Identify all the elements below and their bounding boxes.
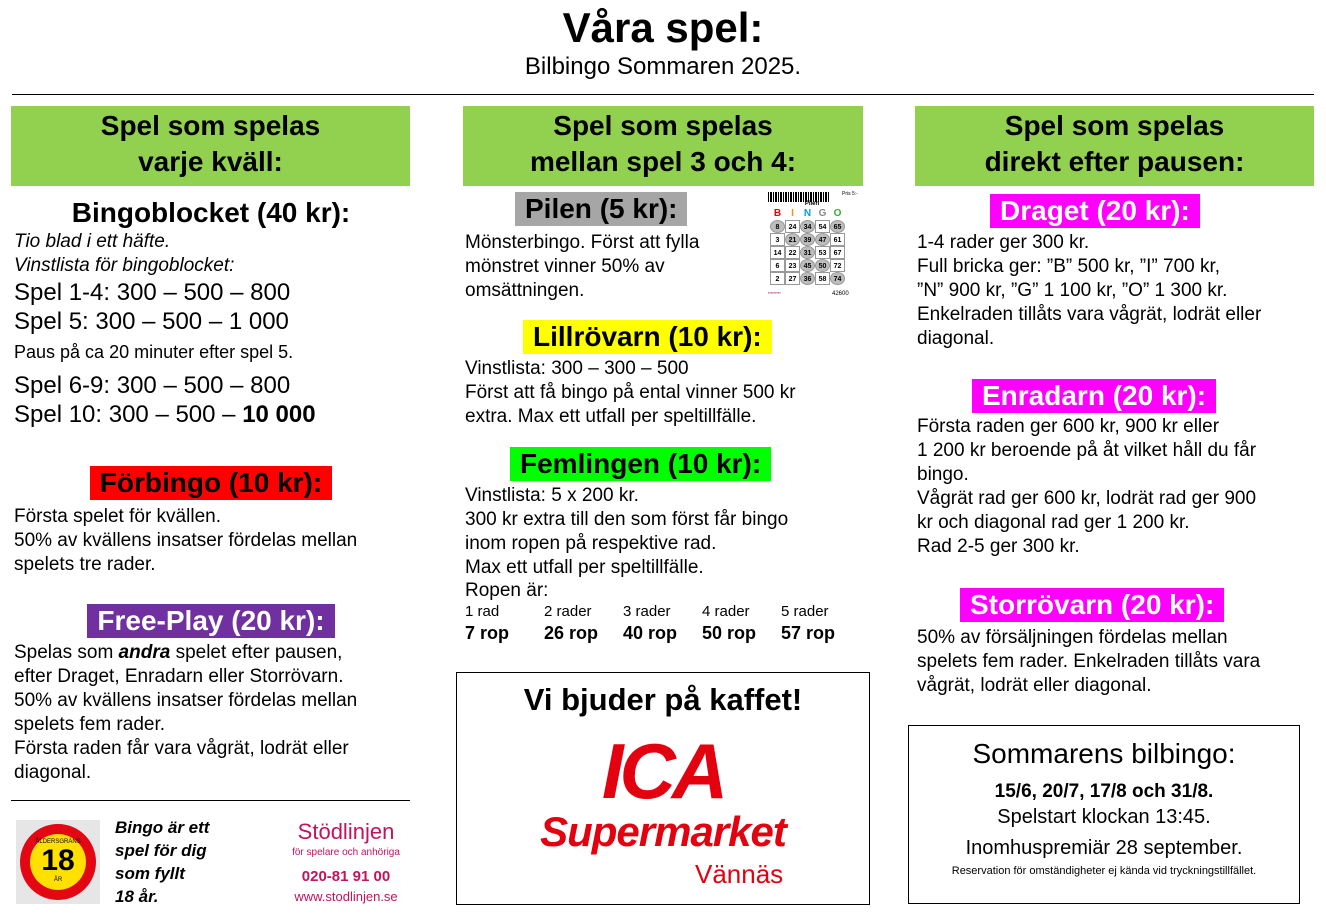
card-letter: I xyxy=(791,208,794,219)
summer-start: Spelstart klockan 13:45. xyxy=(997,806,1211,828)
bingoblocket-spel5: Spel 5: 300 – 500 – 1 000 xyxy=(14,308,289,335)
pilen-card-cell: 21 xyxy=(785,233,800,246)
forbingo-body xyxy=(14,505,410,577)
freeplay-line: Första raden får vara vågrät, lodrät eller xyxy=(14,738,349,759)
pilen-card-cell: 74 xyxy=(830,272,845,285)
forbingo-header xyxy=(11,466,411,500)
freeplay-line: diagonal. xyxy=(14,762,92,783)
column-2-heading xyxy=(463,106,863,186)
freeplay-line xyxy=(14,641,410,665)
storrovarn-header xyxy=(960,588,1224,622)
rop-value: 7 rop xyxy=(465,623,510,643)
card-letter: G xyxy=(818,208,827,219)
rop-value: 57 rop xyxy=(781,623,836,643)
pilen-card-cell: 61 xyxy=(830,233,845,246)
stodlinjen-web: www.stodlinjen.se xyxy=(294,889,398,904)
pilen-title: Pilen (5 kr): xyxy=(515,192,687,226)
rop-value: 26 rop xyxy=(544,623,599,643)
column-1-heading-line2: varje kväll: xyxy=(138,146,283,177)
summer-dates-box xyxy=(908,725,1300,904)
pilen-card-cell: 3 xyxy=(770,233,785,246)
pilen-card-cell: 14 xyxy=(770,246,785,259)
pilen-card-price: Pris 5:- xyxy=(842,191,858,197)
pilen-card-cell: 45 xyxy=(800,259,815,272)
card-letter: N xyxy=(803,208,812,219)
freeplay-line1-a: Spelas som xyxy=(14,642,119,663)
draget-body xyxy=(917,231,1313,351)
summer-premiar: Inomhuspremiär 28 september. xyxy=(965,837,1243,859)
forbingo-line: Första spelet för kvällen. xyxy=(14,506,221,527)
freeplay-line1-c: spelet efter pausen, xyxy=(170,642,343,663)
freeplay-header xyxy=(11,604,411,638)
rader-label: 2 rader xyxy=(544,603,592,620)
pilen-header xyxy=(515,192,687,226)
age-text-line: Bingo är ett xyxy=(115,818,210,837)
bingoblocket-paus: Paus på ca 20 minuter efter spel 5. xyxy=(14,342,294,362)
lillrovarn-title: Lillrövarn (10 kr): xyxy=(523,320,772,354)
freeplay-line1-emph: andra xyxy=(118,642,171,663)
femlingen-body xyxy=(465,484,861,644)
pilen-card-cell: 67 xyxy=(830,246,845,259)
page-subtitle: Bilbingo Sommaren 2025. xyxy=(524,53,802,80)
enradarn-header xyxy=(972,379,1216,413)
storrovarn-body xyxy=(917,626,1313,698)
age-badge-number: 18 xyxy=(41,844,75,877)
age-limit-icon xyxy=(16,820,100,904)
rop-value: 50 rop xyxy=(702,623,757,643)
card-letter: O xyxy=(833,208,842,219)
forbingo-line: spelets tre rader. xyxy=(14,554,156,575)
pilen-card-row xyxy=(770,233,845,246)
femlingen-line: Vinstlista: 5 x 200 kr. xyxy=(465,485,639,506)
enradarn-line: 1 200 kr beroende på åt vilket håll du får xyxy=(917,440,1257,461)
femlingen-rader-row xyxy=(465,602,861,622)
column-2-heading-line2: mellan spel 3 och 4: xyxy=(529,146,797,177)
header-divider xyxy=(12,94,1314,95)
card-letter: B xyxy=(773,208,782,219)
pilen-card-cell: 65 xyxy=(830,220,845,233)
pilen-card-cell: 39 xyxy=(800,233,815,246)
pilen-card-cell: 54 xyxy=(815,220,830,233)
column-1-heading-line1: Spel som spelas xyxy=(100,110,321,141)
pilen-card-number: 42600 xyxy=(832,291,849,297)
pilen-card-cell: 27 xyxy=(785,272,800,285)
stodlinjen-logo xyxy=(280,818,412,906)
femlingen-title: Femlingen (10 kr): xyxy=(510,447,771,481)
stodlinjen-phone: 020-81 91 00 xyxy=(301,868,391,885)
ica-town-text: Vännäs xyxy=(695,859,784,889)
pilen-line: mönstret vinner 50% av xyxy=(465,256,665,277)
enradarn-line: bingo. xyxy=(917,464,969,485)
forbingo-title: Förbingo (10 kr): xyxy=(90,466,332,500)
bingoblocket-line1: Tio blad i ett häfte. xyxy=(14,231,171,252)
enradarn-line: Första raden ger 600 kr, 900 kr eller xyxy=(917,416,1220,437)
pilen-card-cell: 8 xyxy=(770,220,785,233)
bingoblocket-title: Bingoblocket (40 kr): xyxy=(71,197,351,228)
femlingen-line: Ropen är: xyxy=(465,580,549,601)
lillrovarn-header xyxy=(523,320,772,354)
pilen-card-cell: 22 xyxy=(785,246,800,259)
lillrovarn-body xyxy=(465,357,861,429)
pilen-card-image: Pris 5:- Pilen B I N G O 8 24 34 54 65 3 21 39 47 61 14 22 31 53 67 6 23 45 50 72 2 27 36 58 74 ▪▪▪▪▪▪▪▪▪ 42600 xyxy=(762,190,862,302)
coffee-text: Vi bjuder på kaffet! xyxy=(523,682,803,717)
column-3-heading-line1: Spel som spelas xyxy=(1004,110,1225,141)
pilen-card-cell: 72 xyxy=(830,259,845,272)
pilen-card-cell: 53 xyxy=(815,246,830,259)
freeplay-line: 50% av kvällens insatser fördelas mellan xyxy=(14,690,358,711)
coffee-box xyxy=(456,672,870,905)
pilen-card-letters xyxy=(770,208,845,219)
freeplay-line: spelets fem rader. xyxy=(14,714,166,735)
storrovarn-line: spelets fem rader. Enkelraden tillåts vara xyxy=(917,651,1261,672)
pilen-body xyxy=(465,231,755,303)
bingoblocket-section xyxy=(11,196,411,230)
stodlinjen-tagline: för spelare och anhöriga xyxy=(292,847,400,858)
rader-label: 1 rad xyxy=(465,603,500,620)
column-1-heading xyxy=(11,106,410,186)
storrovarn-line: 50% av försäljningen fördelas mellan xyxy=(917,627,1228,648)
pilen-card-cell: 34 xyxy=(800,220,815,233)
pilen-card-cell: 23 xyxy=(785,259,800,272)
pilen-card-row xyxy=(770,259,845,272)
rader-label: 3 rader xyxy=(623,603,671,620)
lillrovarn-line: Vinstlista: 300 – 300 – 500 xyxy=(465,358,689,379)
pilen-card-cell: 50 xyxy=(815,259,830,272)
rader-label: 4 rader xyxy=(702,603,750,620)
rader-label: 5 rader xyxy=(781,603,829,620)
pilen-card-cell: 24 xyxy=(785,220,800,233)
draget-line: 1-4 rader ger 300 kr. xyxy=(917,232,1090,253)
pilen-card-cell: 36 xyxy=(800,272,815,285)
column-3-heading-line2: direkt efter pausen: xyxy=(984,146,1245,177)
pilen-card-row xyxy=(770,272,845,285)
femlingen-header xyxy=(510,447,771,481)
column-3-heading xyxy=(915,106,1314,186)
age-text-line: spel för dig xyxy=(115,841,207,860)
pilen-card-grid xyxy=(770,220,845,285)
bingoblocket-body xyxy=(14,230,410,429)
femlingen-line: inom ropen på respektive rad. xyxy=(465,533,717,554)
femlingen-line: 300 kr extra till den som först får bingo xyxy=(465,509,789,530)
summer-title: Sommarens bilbingo: xyxy=(972,738,1236,769)
enradarn-line: Vågrät rad ger 600 kr, lodrät rad ger 900 xyxy=(917,488,1257,509)
pilen-card-cell: 6 xyxy=(770,259,785,272)
bingoblocket-line2: Vinstlista för bingoblocket: xyxy=(14,255,235,276)
age-limit-text xyxy=(115,816,265,908)
age-text-line: som fyllt xyxy=(115,864,185,883)
pilen-card-cell: 47 xyxy=(815,233,830,246)
ica-logo: ICA xyxy=(601,727,725,815)
page-title: Våra spel: xyxy=(562,4,764,51)
column-2-heading-line1: Spel som spelas xyxy=(553,110,773,141)
age-badge-top: ÅLDERSGRÄNS xyxy=(35,839,81,845)
freeplay-body xyxy=(14,641,410,785)
draget-line: diagonal. xyxy=(917,328,995,349)
draget-line: Full bricka ger: ”B” 500 kr, ”I” 700 kr, xyxy=(917,256,1221,277)
stodlinjen-name: Stödlinjen xyxy=(297,819,395,844)
pilen-card-cell: 31 xyxy=(800,246,815,259)
draget-line: Enkelraden tillåts vara vågrät, lodrät eller xyxy=(917,304,1262,325)
column-1-divider xyxy=(11,800,410,801)
femlingen-rop-row xyxy=(465,622,861,644)
pilen-line: omsättningen. xyxy=(465,280,585,301)
bingoblocket-spel6-9: Spel 6-9: 300 – 500 – 800 xyxy=(14,372,291,399)
storrovarn-line: vågrät, lodrät eller diagonal. xyxy=(917,675,1152,696)
spel10-prefix: Spel 10: 300 – 500 – xyxy=(14,401,243,428)
storrovarn-title: Storrövarn (20 kr): xyxy=(960,588,1224,622)
spel10-top-prize: 10 000 xyxy=(242,401,316,428)
summer-dates: 15/6, 20/7, 17/8 och 31/8. xyxy=(994,781,1214,802)
pilen-line: Mönsterbingo. Först att fylla xyxy=(465,232,700,253)
pilen-card-cell: 58 xyxy=(815,272,830,285)
freeplay-title: Free-Play (20 kr): xyxy=(87,604,334,638)
draget-title: Draget (20 kr): xyxy=(990,194,1200,228)
lillrovarn-line: Först att få bingo på ental vinner 500 kr xyxy=(465,382,796,403)
draget-line: ”N” 900 kr, ”G” 1 100 kr, ”O” 1 300 kr. xyxy=(917,280,1228,301)
freeplay-line: efter Draget, Enradarn eller Storrövarn. xyxy=(14,666,344,687)
pilen-card-row xyxy=(770,246,845,259)
bingoblocket-spel1-4: Spel 1-4: 300 – 500 – 800 xyxy=(14,279,291,306)
enradarn-line: Rad 2-5 ger 300 kr. xyxy=(917,536,1080,557)
age-text-line: 18 år. xyxy=(115,887,159,906)
pilen-card-row xyxy=(770,220,845,233)
summer-reservation: Reservation för omständigheter ej kända vid tryckningstillfället. xyxy=(951,865,1257,877)
forbingo-line: 50% av kvällens insatser fördelas mellan xyxy=(14,530,358,551)
rop-value: 40 rop xyxy=(623,623,678,643)
lillrovarn-line: extra. Max ett utfall per speltillfälle. xyxy=(465,406,757,427)
age-badge-bottom: ÅR xyxy=(53,877,63,883)
pilen-card-label: Pilen xyxy=(804,201,820,207)
bingoblocket-spel10 xyxy=(14,400,410,429)
femlingen-line: Max ett utfall per speltillfälle. xyxy=(465,557,704,578)
pilen-card-cell: 2 xyxy=(770,272,785,285)
enradarn-body xyxy=(917,415,1313,559)
enradarn-title: Enradarn (20 kr): xyxy=(972,379,1216,413)
enradarn-line: kr och diagonal rad ger 1 200 kr. xyxy=(917,512,1190,533)
ica-supermarket-text: Supermarket xyxy=(540,808,786,855)
draget-header xyxy=(990,194,1200,228)
